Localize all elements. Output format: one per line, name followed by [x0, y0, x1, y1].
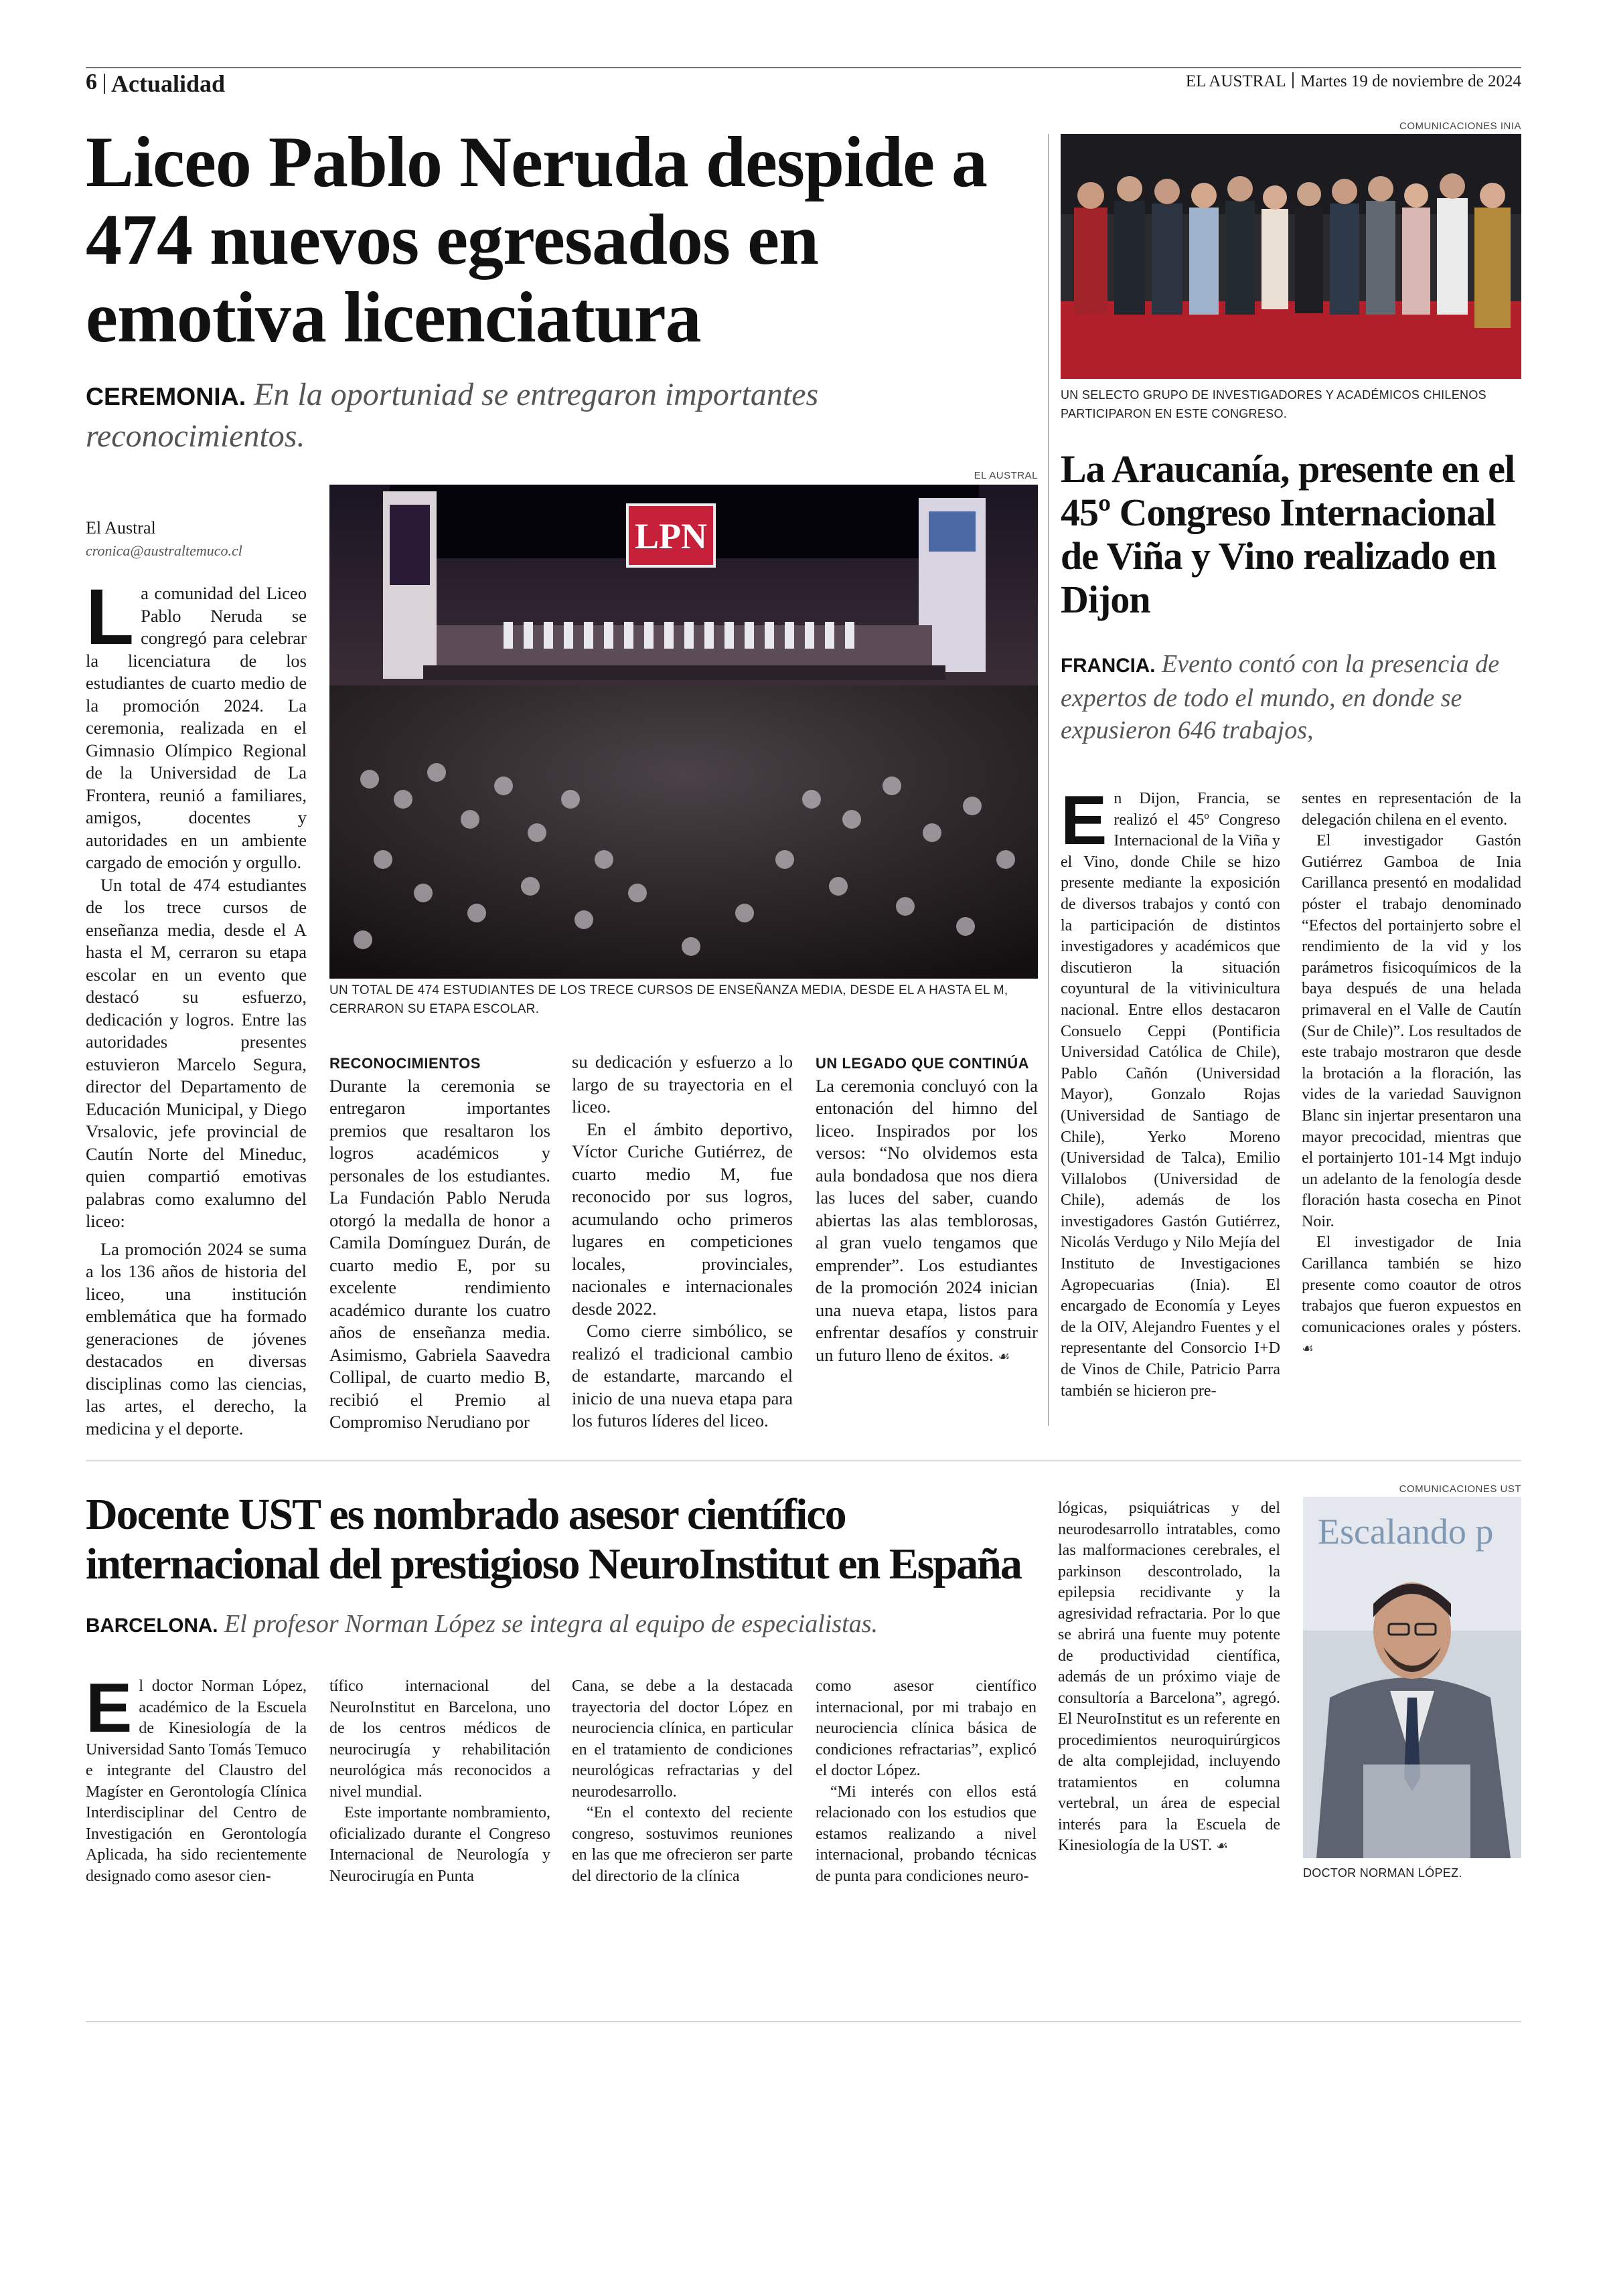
- article1-col1-p1: a comunidad del Liceo Pablo Neruda se congregó para celebrar la licenciatura de los estudiantes de cuarto medio de la promoción 2024. La ceremonia, realizada en el Gimnasio Olímpico Regional de la Universidad de La Frontera, reunió a familiares, amigos, docentes y autoridades en un ambiente cargado de emoción y orgullo.: [86, 583, 307, 872]
- svg-text:LPN: LPN: [635, 516, 707, 556]
- photo2-caption: UN SELECTO GRUPO DE INVESTIGADORES Y ACADÉMICOS CHILENOS PARTICIPARON EN ESTE CONGRESO.: [1061, 388, 1486, 420]
- article2-col2-p3: El investigador de Inia Carillanca también se hizo presente como coautor de otros trabajos que fueron expuestos en comunicaciones orales y pósters.: [1302, 1234, 1521, 1336]
- article1-headline: Liceo Pablo Neruda despide a 474 nuevos egresados en emotiva licenciatura: [86, 122, 988, 357]
- article1-deck: [86, 375, 970, 457]
- article3-column-1: [86, 1669, 307, 1887]
- article1-col3-p3: Como cierre simbólico, se realizó el tradicional cambio de estandarte, marcando el inicio de una nueva etapa para los futuros líderes del liceo.: [572, 1321, 793, 1430]
- article1-col2-p1: Durante la ceremonia se entregaron importantes premios que resaltaron los logros académicos y personales de los estudiantes. La Fundación Pablo Neruda otorgó la medalla de honor a Camila Domínguez Durán, de cuarto medio E, por su excelente rendimiento académico durante los cuatro años de enseñanza media. Asimismo, Gabriela Saavedra Collipal, de cuarto medio B, recibió el Premio al Compromiso Nerudiano por: [329, 1075, 550, 1432]
- paper-name: EL AUSTRAL: [1185, 72, 1286, 90]
- svg-text:Escalando p: Escalando p: [1318, 1511, 1494, 1552]
- article1-column-1: [86, 573, 307, 1440]
- article1-dropcap: L: [86, 573, 135, 661]
- article2-column-1: [1061, 782, 1280, 1402]
- article1-column-2: [329, 1051, 550, 1434]
- article2-column-2: [1302, 789, 1521, 1360]
- article3-col2-p2: Este importante nombramiento, oficializado durante el Congreso Internacional de Neurología y Neurocirugía en Punta: [329, 1804, 550, 1885]
- article3-col3-p1: Cana, se debe a la destacada trayectoria del doctor López en neurociencia clínica, en particular en el tratamiento de condiciones neurológicas refractarias y del neurodesarrollo.: [572, 1677, 793, 1801]
- article3-col4-p1: como asesor científico internacional, por mi trabajo en neurociencia clínica básica de condiciones refractarias”, explicó el doctor López.: [816, 1677, 1037, 1779]
- photo-graduation-ceremony: [329, 485, 1038, 979]
- article3-dropcap: E: [86, 1669, 133, 1747]
- article2-col2-p2: El investigador Gastón Gutiérrez Gamboa de Inia Carillanca presentó en modalidad póster el trabajo denominado “Efectos del portainjerto sobre el rendimiento de la vid y los parámetros fisicoquímicos de la baya después de una helada primaveral en el Valle de Cautín (Sur de Chile)”. Los resultados de este trabajo mostraron que desde la brotación a la floración, las vides de la variedad Sauvignon Blanc sin injertar presentaron una mayor precocidad, mientras que el portainjerto 101-14 Mgt indujo un adelanto de la fenología desde floración hasta cosecha en Pinot Noir.: [1302, 832, 1521, 1230]
- article3-headline: Docente UST es nombrado asesor científico internacional del prestigioso NeuroInstitut en España: [86, 1490, 1021, 1588]
- article2-headline: La Araucanía, presente en el 45º Congreso Internacional de Viña y Vino realizado en Dijon: [1061, 447, 1515, 621]
- end-mark-icon: ☙: [1302, 1340, 1314, 1357]
- page-number: 6: [86, 70, 97, 94]
- photo3-credit: COMUNICACIONES UST: [1399, 1483, 1521, 1495]
- end-mark-icon: ☙: [998, 1347, 1010, 1364]
- article1-col1-p2: Un total de 474 estudiantes de los trece cursos de enseñanza media, desde el A hasta el M, cerraron su etapa escolar en un evento que destacó su esfuerzo, dedicación y logros. Entre las autoridades presentes estuvieron Marcelo Segura, director del Departamento de Educación Municipal, y Diego Vrsalovic, jefe provincial de Cautín Norte del Mineduc, quien compartió emotivas palabras como exalumno del liceo:: [86, 874, 307, 1231]
- article3-col2-p1: tífico internacional del NeuroInstitut en Barcelona, uno de los centros médicos de neurocirugía y rehabilitación neurológica más reconocidos a nivel mundial.: [329, 1677, 550, 1801]
- section-label: Actualidad: [111, 70, 226, 97]
- article2-deck: [1061, 648, 1521, 746]
- article1-col3-p1: su dedicación y esfuerzo a lo largo de su trayectoria en el liceo.: [572, 1052, 793, 1117]
- article3-col5-p1: lógicas, psiquiátricas y del neurodesarrollo intratables, como las malformaciones cerebrales, el parkinson descontrolado, la epilepsia recidivante y la agresividad refractaria. Por lo que se abrirá una fuente muy potente de productividad científica, además de un próximo viaje de consultoría a Barcelona”, agregó. El NeuroInstitut es un referente en procedimientos neuroquirúrgicos de alta complejidad, incluyendo tratamientos en columna vertebral, un área de especial interés para la Escuela de Kinesiología de la UST.: [1058, 1499, 1280, 1854]
- article2-dropcap: E: [1061, 782, 1107, 859]
- article1-column-3: [572, 1051, 793, 1432]
- article3-column-5: [1058, 1498, 1280, 1857]
- article3-col3-p2: “En el contexto del reciente congreso, sostuvimos reuniones en las que me ofrecieron ser parte del directorio de la clínica: [572, 1804, 793, 1885]
- article2-col1-p1: n Dijon, Francia, se realizó el 45º Congreso Internacional de la Viña y el Vino, donde Chile se hizo presente mediante la exposición de diversos trabajos y contó con la participación de distintos investigadores y académicos que discutieron la situación coyuntural de la vitivinicultura nacional. Entre ellos destacaron Consuelo Ceppi (Pontificia Universidad Católica de Chile), Pablo Cañón (Universidad Mayor), Gonzalo Rojas (Universidad de Santiago de Chile), Yerko Moreno (Universidad de Talca), Emilio Villalobos (Universidad de Chile), además de los investigadores Gastón Gutiérrez, Nicolás Verdugo y Nilo Mejía del Instituto de Investigaciones Agropecuarias (Inia). El encargado de Economía y Leyes de la OIV, Alejandro Fuentes y el representante del Consorcio I+D de Vinos de Chile, Patricio Parra también se hicieron pre-: [1061, 790, 1280, 1400]
- issue-date: Martes 19 de noviembre de 2024: [1300, 72, 1521, 90]
- article1-col1-p3: La promoción 2024 se suma a los 136 años de historia del liceo, una institución emblemática que ha formado generaciones de jóvenes destacados en diversas disciplinas como las ciencias, las artes, el derecho, la medicina y el deporte.: [86, 1238, 307, 1439]
- article2-kicker: FRANCIA.: [1061, 655, 1156, 677]
- portrait-illustration: [1303, 1497, 1521, 1858]
- photo1-credit: EL AUSTRAL: [974, 470, 1038, 481]
- photo1-caption: UN TOTAL DE 474 ESTUDIANTES DE LOS TRECE CURSOS DE ENSEÑANZA MEDIA, DESDE EL A HASTA EL M, CERRARON SU ETAPA ESCOLAR.: [329, 983, 1008, 1016]
- article2-col2-p1: sentes en representación de la delegación chilena en el evento.: [1302, 790, 1521, 829]
- article2-deck-text: Evento contó con la presencia de expertos de todo el mundo, en donde se expusieron 646 trabajos,: [1061, 650, 1500, 744]
- ceremony-photo-illustration: [329, 485, 1038, 979]
- article3-col1-p1: l doctor Norman López, académico de la Escuela de Kinesiología de la Universidad Santo Tomás Temuco e integrante del Claustro del Magíster en Gerontología Clínica Interdisciplinar del Centro de Investigación en Gerontología Aplicada, ha sido recientemente designado como asesor cien-: [86, 1677, 307, 1885]
- article1-column-4: [816, 1051, 1038, 1368]
- author-name: El Austral: [86, 518, 156, 538]
- congress-photo-illustration: [1061, 134, 1521, 379]
- end-mark-icon: ☙: [1216, 1837, 1229, 1854]
- article1-subhead-reconocimientos: RECONOCIMIENTOS: [329, 1055, 481, 1072]
- article3-deck: [86, 1608, 1037, 1642]
- article3-column-3: [572, 1676, 793, 1887]
- photo3-caption: DOCTOR NORMAN LÓPEZ.: [1303, 1866, 1462, 1880]
- photo-congress-group: [1061, 134, 1521, 379]
- author-email: cronica@australtemuco.cl: [86, 542, 242, 559]
- article1-deck-text: En la oportuniad se entregaron importantes reconocimientos.: [86, 377, 819, 454]
- article3-column-4: [816, 1676, 1037, 1887]
- article3-col4-p2: “Mi interés con ellos está relacionado con los estudios que estamos realizando a nivel internacional, probando técnicas de punta para condiciones neuro-: [816, 1783, 1037, 1885]
- article3-deck-text: El profesor Norman López se integra al equipo de especialistas.: [224, 1610, 878, 1638]
- masthead-header: [1138, 72, 1521, 91]
- photo-norman-lopez: [1303, 1497, 1521, 1858]
- article1-col3-p2: En el ámbito deportivo, Víctor Curiche Gutiérrez, de cuarto medio M, fue reconocido por sus logros, acumulando ocho primeros lugares en competiciones locales, provinciales, nacionales e internacionales desde 2022.: [572, 1119, 793, 1319]
- article1-subhead-legado: UN LEGADO QUE CONTINÚA: [816, 1055, 1029, 1072]
- byline: [86, 518, 307, 560]
- article1-col4-p1: La ceremonia concluyó con la entonación del himno del liceo. Inspirados por los versos: “No olvidemos esta aula bondadosa que nos diera las luces del saber, cuando abiertas las alas temblorosas, al gran vuelo tengamos que emprender”. Los estudiantes de la promoción 2024 inician una nueva etapa, listos para enfrentar desafíos y construir un futuro lleno de éxitos.: [816, 1075, 1038, 1365]
- article3-kicker: BARCELONA.: [86, 1615, 218, 1637]
- article1-kicker: CEREMONIA.: [86, 382, 246, 410]
- article3-column-2: [329, 1676, 550, 1887]
- photo2-credit: COMUNICACIONES INIA: [1399, 120, 1521, 132]
